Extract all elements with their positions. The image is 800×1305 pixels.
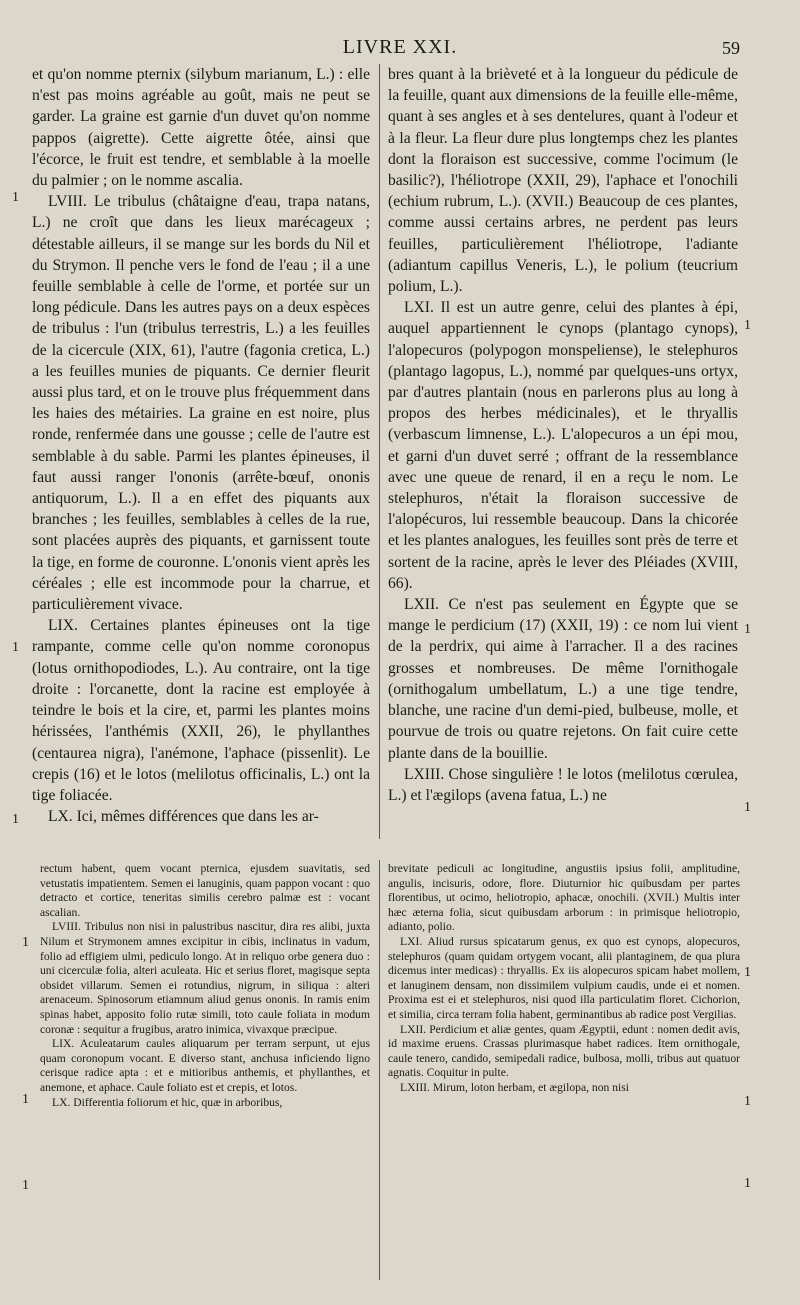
margin-marker: 1 bbox=[22, 1092, 29, 1107]
margin-marker: 1 bbox=[744, 1094, 751, 1109]
margin-marker: 1 bbox=[744, 1176, 751, 1191]
paragraph: LXII. Ce n'est pas seulement en Égypte que se mange le perdicium (17) (XXII, 19) : ce nom lui vient de la perdrix, qui aime à l'arracher. Il a des racines grosses et nombreuses. De même l'ornithogale (ornithogalum umbellatum, L.) a une tige tendre, blanche, une racine d'un demi-pied, bulbeuse, molle, et pourvue de trois ou quatre rejetons. On fait cuire cette plante dans de la bouillie. bbox=[388, 596, 738, 762]
column-divider-top bbox=[379, 64, 380, 839]
note-paragraph: LIX. Aculeatarum caules aliquarum per terram serpunt, ut ejus quam coronopum vocant. E diverso stant, anchusa inficiendo ligno cerisque radice apta : et e mitioribus anthemis, et phyllanthes, et anemone, et aphace. Caule foliato est et crepis, et lotos. bbox=[40, 1037, 370, 1094]
page-number: 59 bbox=[722, 38, 740, 58]
note-paragraph: rectum habent, quem vocant pternica, ejusdem suavitatis, sed vetustatis impatientem. Semen ei lanuginis, quam pappon vocant : quo detracto et cortice, teneritas similis cerebro palmæ est : vocant ascalian. bbox=[40, 862, 370, 919]
paragraph: bres quant à la brièveté et à la longueur du pédicule de la feuille, quant aux dimensions de la feuille elle-même, quant à ses angles et à ses dentelures, quant à l'odeur et à la fleur. La fleur dure plus longtemps chez les plantes dont la floraison est successive, comme l'ocimum (le basilic?), l'héliotrope (XXII, 29), l'aphace et l'onochili (echium rubrum, L.). (XVII.) Beaucoup de ces plantes, comme aussi certains arbres, ne perdent pas leurs feuilles, particulièrement l'héliotrope, l'adiante (adiantum capillus Veneris, L.), le polium (teucrium polium, L.). bbox=[388, 66, 738, 296]
margin-marker: 1 bbox=[22, 935, 29, 950]
margin-marker: 1 bbox=[12, 190, 19, 205]
paragraph: et qu'on nomme pternix (silybum marianum, L.) : elle n'est pas moins agréable au goût, mais ne peut se garder. La graine est garnie d'un duvet qu'on nomme pappos (aigrette). Cette aigrette ôtée, ainsi que l'écorce, le fruit est tendre, et semblable à la moelle du palmier ; on le nomme ascalia. bbox=[32, 66, 370, 190]
margin-marker: 1 bbox=[744, 965, 751, 980]
paragraph: LVIII. Le tribulus (châtaigne d'eau, trapa natans, L.) ne croît que dans les lieux marécageux ; détestable ailleurs, il se mange sur les bords du Nil et du Strymon. Il penche vers le fond de l'eau ; il a une feuille semblable à celle de l'orme, et portée sur un long pédicule. Dans les autres pays on a deux espèces de tribulus : l'un (tribulus terrestris, L.) a les feuilles de la cicercule (XIX, 61), l'autre (fagonia cretica, L.) a les feuilles munies de piquants. Ce dernier fleurit aussi plus tard, et on le trouve plus fréquemment dans les haies des métairies. La graine en est noire, plus ronde, renfermée dans une gousse ; celle de l'autre est semblable à du sable. Parmi les plantes épineuses, il faut aussi ranger l'ononis (arrête-bœuf, ononis antiquorum, L.). Il a en effet des piquants aux branches ; les feuilles, semblables à celles de la rue, sont placées auprès des piquants, et garnissent toute la tige, en forme de couronne. L'ononis vient après les céréales ; elle est incommode pour la charrue, et particulièrement vivace. bbox=[32, 193, 370, 614]
margin-marker: 1 bbox=[744, 800, 751, 815]
note-paragraph: LX. Differentia foliorum et hic, quæ in arboribus, bbox=[52, 1095, 283, 1109]
note-paragraph: LXI. Aliud rursus spicatarum genus, ex quo est cynops, alopecuros, stelephuros (quam quidam ortygem vocant, alii plantaginem, de qua plura dicemus inter medicas) : thryallis. Ex iis alopecuros spicam habet mollem, et lanuginem densam, non dissimilem vulpium caudis, unde ei et nomen. Proxima est ei et stelephuros, nisi quod illa particulatim floret. Cichorion, et similia, circa terram folia habent, germinantibus ab radice post Vergilias. bbox=[388, 934, 740, 1021]
margin-marker: 1 bbox=[744, 318, 751, 333]
running-title: LIVRE XXI. bbox=[342, 36, 458, 58]
margin-marker: 1 bbox=[12, 640, 19, 655]
note-paragraph: LXII. Perdicium et aliæ gentes, quam Ægyptii, edunt : nomen dedit avis, id maxime eruens. Crassas plurimasque habet radices. Item ornithogale, caule tenero, candido, semipedali radice, bulbosa, molli, tribus aut quatuor agnatis. Coquitur in pulte. bbox=[388, 1022, 740, 1080]
paragraph: LXI. Il est un autre genre, celui des plantes à épi, auquel appartiennent le cynops (plantago cynops), l'alopecuros (polypogon monspeliense), le stelephuros (plantago lagopus, L.), nommé par quelques-uns ortyx, par d'autres plantain (nous en parlerons plus au long à propos des herbes médicinales), et le thryallis (verbascum limnense, L.). L'alopecuros a un épi mou, et garni d'un duvet serré ; offrant de la ressemblance avec une queue de renard, il en a reçu le nom. Le stelephuros, n'était la floraison successive de l'alopécuros, lui ressemble beaucoup. Dans la chicorée et les plantes analogues, les feuilles sont près de terre et sortent de la racine, après le lever des Pléiades (XVIII, 66). bbox=[388, 299, 738, 592]
page-header bbox=[0, 36, 800, 60]
paragraph: LIX. Certaines plantes épineuses ont la tige rampante, comme celle qu'on nomme coronopus (lotus ornithopodiodes, L.). Au contraire, ont la tige droite : l'orcanette, dont la racine est employée à teindre le bois et la cire, et, parmi les plantes moins hérissées, l'anthémis (XXII, 26), le phyllanthes (centaurea nigra), l'anémone, l'aphace (pissenlit). Le crepis (16) et le lotos (melilotus officinalis, L.) ont la tige foliacée. bbox=[32, 617, 370, 804]
note-paragraph: LVIII. Tribulus non nisi in palustribus nascitur, dira res alibi, juxta Nilum et Strymonem amnes excipitur in cibis, inclinatus in vadum, folio ad effigiem ulmi, pediculo longo. At in reliquo orbe genera duo : uni cicerculæ folia, alteri aculeata. Hic et serius floret, magisque septa obsidet villarum. Semen ei rotundius, nigrum, in siliqua : alteri arenaceum. Spinosorum etiamnum aliud genus ononis. In ramis enim spinas habet, apposito folio rutæ simili, toto caule foliata in modum coronæ : sequitur a frugibus, aratro inimica, vivaxque præcipue. bbox=[40, 920, 370, 1036]
margin-marker: 1 bbox=[22, 1178, 29, 1193]
margin-marker: 1 bbox=[12, 812, 19, 827]
note-paragraph: LXIII. Mirum, loton herbam, et ægilopa, non nisi bbox=[400, 1080, 629, 1094]
paragraph: LXIII. Chose singulière ! le lotos (melilotus cœrulea, L.) et l'ægilops (avena fatua, L.) ne bbox=[388, 765, 738, 804]
column-divider-notes bbox=[379, 860, 380, 1280]
main-text-right-column bbox=[388, 64, 738, 806]
margin-marker: 1 bbox=[744, 622, 751, 637]
latin-notes-left-column bbox=[40, 862, 370, 1110]
paragraph: LX. Ici, mêmes différences que dans les ar- bbox=[48, 808, 319, 826]
main-text-left-column bbox=[32, 64, 370, 827]
note-paragraph: brevitate pediculi ac longitudine, angustiis ipsius folii, amplitudine, angulis, incisuris, odore, flore. Diuturnior hic quibusdam per partes florentibus, ut ocimo, heliotropio, aphacæ, onochili. (XVII.) Multis inter hæc æterna folia, sicut quibusdam arborum : in primisque heliotropio, adianto, polio. bbox=[388, 862, 740, 934]
latin-notes-right-column bbox=[388, 862, 740, 1096]
